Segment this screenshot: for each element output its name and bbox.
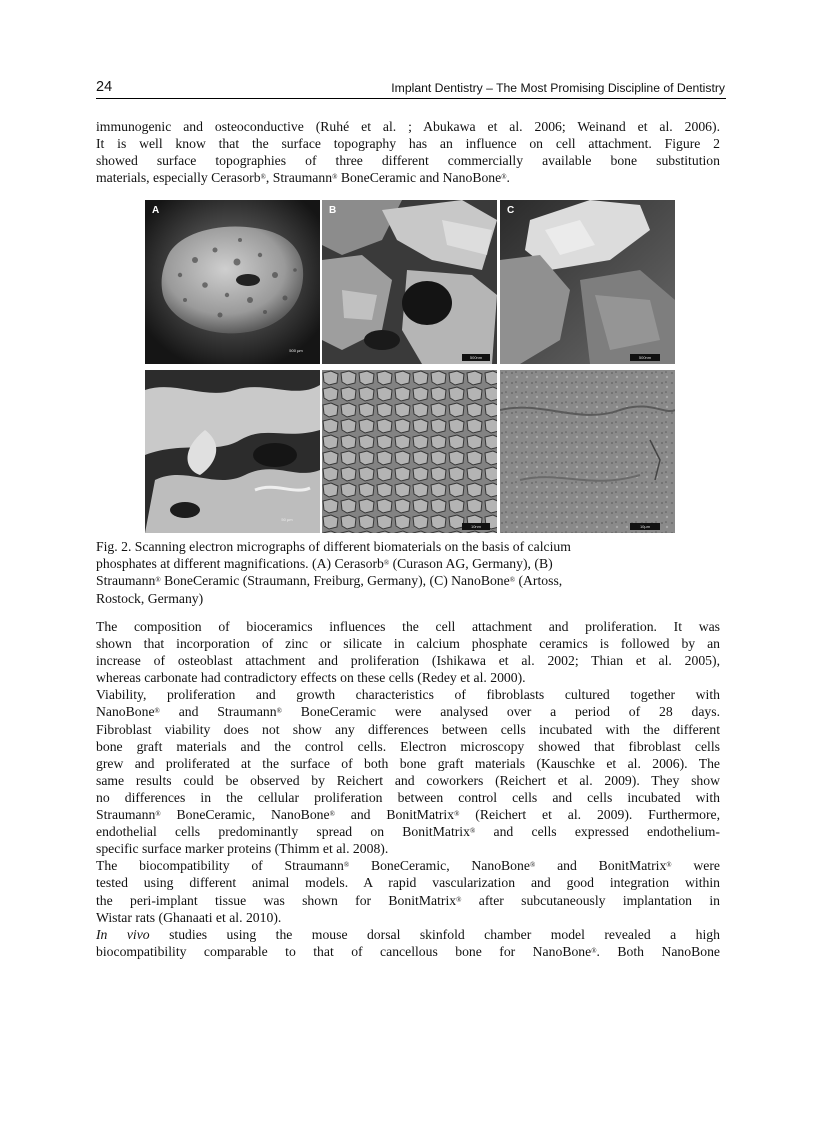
text-line: same results could be observed by Reichert and coworkers (Reichert et al. 2009). They show (96, 772, 720, 788)
running-title: Implant Dentistry – The Most Promising Discipline of Dentistry (391, 81, 725, 95)
text-line: immunogenic and osteoconductive (Ruhé et al. ; Abukawa et al. 2006; Weinand et al. 2006). (96, 119, 720, 134)
scale-label: 500 µm (289, 348, 303, 353)
text-line: showed surface topographies of three different commercially available bone substitution (96, 153, 720, 169)
micrograph-c-high-mag (500, 370, 675, 533)
sem-figure (145, 200, 675, 533)
scale-label: 500nm (462, 354, 490, 361)
text-line: It is well know that the surface topography has an influence on cell attachment. Figure 2 (96, 136, 720, 152)
text-line: increase of osteoblast attachment and proliferation (Ishikawa et al. 2002; Thian et al. 2005), (96, 653, 720, 669)
panel-label-a: A (152, 205, 160, 216)
panel-label-c: C (507, 205, 515, 216)
text-line: endothelial cells predominantly spread on BonitMatrix® and cells expressed endothelium- (96, 824, 720, 840)
text-line: The biocompatibility of Straumann® BoneCeramic, NanoBone® and BonitMatrix® were (96, 858, 721, 874)
text-line: The composition of bioceramics influences the cell attachment and proliferation. It was (96, 619, 720, 634)
text-line: the peri-implant tissue was shown for BonitMatrix® after subcutaneously implantation in (96, 892, 720, 908)
text-line: specific surface marker proteins (Thimm et al. 2008). (96, 841, 389, 857)
micrograph-a-low-mag (145, 200, 320, 364)
text-line: bone graft materials and the control cells. Electron microscopy showed that fibroblast cells (96, 738, 720, 754)
caption-line: Rostock, Germany) (96, 590, 204, 606)
text-line: Viability, proliferation and growth characteristics of fibroblasts cultured together with (96, 687, 720, 703)
running-header (96, 79, 726, 99)
caption-line: phosphates at different magnifications. (A) Cerasorb® (Curason AG, Germany), (B) (96, 556, 553, 572)
panel-label-b: B (329, 205, 337, 216)
scale-label: 500nm (630, 354, 660, 361)
scale-label: 10nm (462, 523, 490, 530)
text-line: shown that incorporation of zinc or silicate in calcium phosphate ceramics is followed by an (96, 636, 720, 652)
text-line: grew and proliferated at the surface of both bone graft materials (Kauschke et al. 2006). The (96, 755, 720, 771)
micrograph-c-low-mag (500, 200, 675, 364)
text-line: no differences in the cellular proliferation between control cells and cells incubated with (96, 789, 720, 805)
micrograph-b-low-mag (322, 200, 497, 364)
scale-label: 50 µm (281, 517, 293, 522)
text-line: materials, especially Cerasorb®, Straumann® BoneCeramic and NanoBone®. (96, 170, 510, 186)
caption-line: Fig. 2. Scanning electron micrographs of different biomaterials on the basis of calcium (96, 539, 571, 554)
text-line: tested using different animal models. A rapid vascularization and good integration within (96, 875, 720, 891)
page-number: 24 (96, 79, 113, 95)
intro-paragraph (96, 118, 720, 186)
caption-line: Straumann® BoneCeramic (Straumann, Freiburg, Germany), (C) NanoBone® (Artoss, (96, 573, 563, 589)
body-text (96, 618, 720, 960)
text-line: Wistar rats (Ghanaati et al. 2010). (96, 909, 282, 925)
text-line: Fibroblast viability does not show any differences between cells incubated with the different (96, 721, 720, 737)
text-line: whereas carbonate had contradictory effects on these cells (Redey et al. 2000). (96, 670, 526, 686)
text-line-in-vivo: In vivo studies using the mouse dorsal skinfold chamber model revealed a high (96, 926, 720, 942)
text-line: Straumann® BoneCeramic, NanoBone® and BonitMatrix® (Reichert et al. 2009). Furthermore, (96, 807, 720, 823)
text-line: NanoBone® and Straumann® BoneCeramic were analysed over a period of 28 days. (96, 704, 720, 720)
micrograph-b-high-mag (322, 370, 497, 533)
scale-label: 10µm (630, 523, 660, 530)
figure-caption (96, 538, 696, 607)
text-line: biocompatibility comparable to that of cancellous bone for NanoBone®. Both NanoBone (96, 943, 720, 959)
micrograph-a-high-mag (145, 370, 320, 533)
